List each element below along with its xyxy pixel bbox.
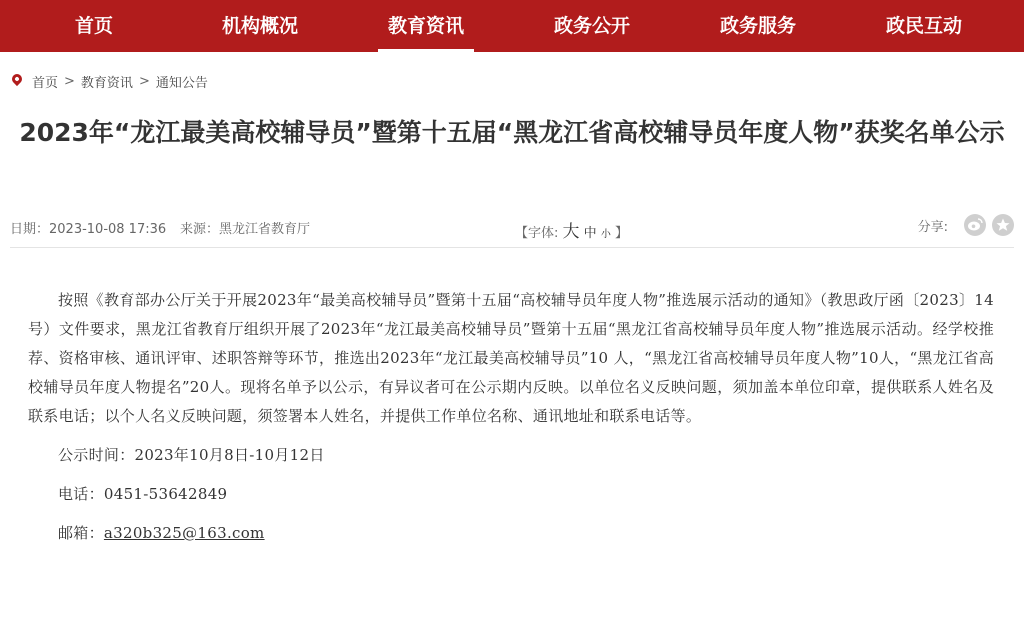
breadcrumb-sep: > <box>138 73 150 89</box>
weibo-icon[interactable] <box>964 214 986 236</box>
breadcrumb-edu-news[interactable]: 教育资讯 <box>80 75 133 91</box>
nav-gov-service[interactable]: 政务服务 <box>719 15 796 37</box>
body-paragraph: 按照《教育部办公厅关于开展2023年“最美高校辅导员”暨第十五届“高校辅导员年度人物”推选展示活动的通知》（教思政厅函〔2023〕14 号）文件要求，黑龙江省教育厅组织开展了2023年“龙江最美高校辅导员”暨第十五届“黑龙江省高校辅导员年度人物”推选展示活动。经学校推荐、资格审核、通讯评审、述职答辩等环节，推选出2023年“龙江最美高校辅导员”10 人，“黑龙江省高校辅导员年度人物”10人，“黑龙江省高校辅导员年度人物提名”20人。现将名单予以公示，有异议者可在公示期内反映。以单位名义反映问题，须加盖本单位印章，提供联系人姓名及联系电话；以个人名义反映问题，须签署本人姓名，并提供工作单位名称、通讯地址和联系电话等。 <box>28 291 994 425</box>
font-size-large[interactable]: 大 <box>562 222 580 242</box>
publish-date: 日期：2023-10-08 17:36 <box>10 222 167 237</box>
article-body <box>28 286 994 548</box>
nav-home[interactable]: 首页 <box>74 15 113 37</box>
breadcrumb-sep: > <box>64 73 75 89</box>
article-source: 来源：黑龙江省教育厅 <box>180 222 311 237</box>
email-label: 邮箱： <box>58 524 104 542</box>
font-size-prefix: 【字体: <box>515 226 559 241</box>
font-size-suffix: 】 <box>614 226 628 241</box>
nav-gov-open[interactable]: 政务公开 <box>553 15 630 37</box>
breadcrumb-notices[interactable]: 通知公告 <box>155 75 208 91</box>
contact-email <box>28 519 994 548</box>
nav-edu-news[interactable]: 教育资讯 <box>356 0 496 52</box>
notice-period: 公示时间：2023年10月8日-10月12日 <box>58 446 325 464</box>
breadcrumb <box>12 70 208 92</box>
map-pin-icon <box>10 72 24 86</box>
font-size-small[interactable]: 小 <box>600 229 611 240</box>
article-title: 2023年“龙江最美高校辅导员”暨第十五届“黑龙江省高校辅导员年度人物”获奖名单公示 <box>19 118 1005 147</box>
email-link[interactable]: a320b325@163.com <box>103 524 265 542</box>
nav-interaction[interactable]: 政民互动 <box>885 15 962 37</box>
share-bar <box>918 214 1014 236</box>
contact-phone: 电话：0451-53642849 <box>58 485 228 503</box>
font-size-switcher <box>515 217 628 242</box>
font-size-medium[interactable]: 中 <box>583 226 597 241</box>
breadcrumb-home[interactable]: 首页 <box>32 75 59 91</box>
nav-about[interactable]: 机构概况 <box>221 15 298 37</box>
share-label: 分享: <box>917 219 948 235</box>
top-nav <box>0 0 1024 52</box>
article-meta <box>10 214 1014 240</box>
meta-divider <box>10 247 1014 248</box>
star-icon[interactable] <box>992 214 1014 236</box>
